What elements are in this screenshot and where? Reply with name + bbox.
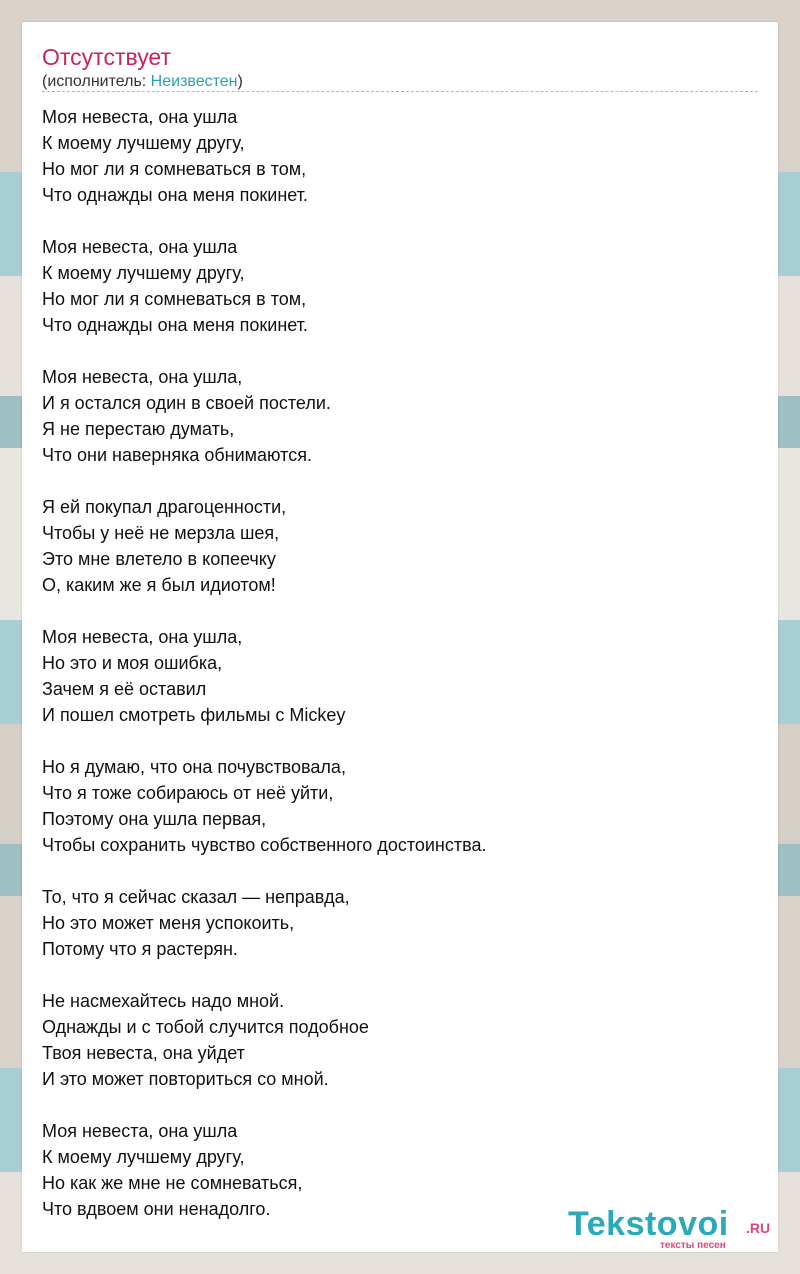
logo-tagline: тексты песен: [660, 1240, 726, 1251]
lyrics-stanza: [42, 104, 758, 208]
lyrics-line: Зачем я её оставил: [42, 679, 207, 699]
lyrics-line: Моя невеста, она ушла: [42, 1121, 238, 1141]
lyrics-stanza: [42, 364, 758, 468]
lyrics-line: Но я думаю, что она почувствовала,: [42, 757, 346, 777]
song-title: Отсутствует: [42, 44, 171, 70]
lyrics-line: Моя невеста, она ушла,: [42, 367, 243, 387]
title-divider: [42, 91, 758, 92]
lyrics-line: Это мне влетело в копеечку: [42, 549, 276, 569]
lyrics-line: Я не перестаю думать,: [42, 419, 235, 439]
lyrics-line: Что вдвоем они ненадолго.: [42, 1199, 271, 1219]
byline-suffix: ): [237, 73, 243, 90]
lyrics-line: Моя невеста, она ушла: [42, 237, 238, 257]
lyrics-line: Моя невеста, она ушла,: [42, 627, 243, 647]
lyrics-line: Что я тоже собираюсь от неё уйти,: [42, 783, 334, 803]
site-logo[interactable]: [568, 1206, 778, 1252]
lyrics-line: Но это и моя ошибка,: [42, 653, 223, 673]
lyrics-stanza: [42, 884, 758, 962]
artist-byline: [42, 73, 243, 91]
lyrics-line: Но это может меня успокоить,: [42, 913, 295, 933]
lyrics-line: Не насмехайтесь надо мной.: [42, 991, 285, 1011]
lyrics-line: Но мог ли я сомневаться в том,: [42, 159, 307, 179]
lyrics-stanza: [42, 234, 758, 338]
lyrics-line: Что они наверняка обнимаются.: [42, 445, 312, 465]
lyrics-line: И я остался один в своей постели.: [42, 393, 331, 413]
lyrics-line: Но мог ли я сомневаться в том,: [42, 289, 307, 309]
lyrics-stanza: [42, 624, 758, 728]
lyrics-line: К моему лучшему другу,: [42, 263, 245, 283]
byline-prefix: (исполнитель:: [42, 73, 151, 90]
lyrics-stanza: [42, 494, 758, 598]
lyrics-stanza: [42, 988, 758, 1092]
lyrics-line: И пошел смотреть фильмы с Mickey: [42, 705, 346, 725]
lyrics-line: Что однажды она меня покинет.: [42, 185, 308, 205]
artist-link[interactable]: Неизвестен: [150, 73, 238, 90]
lyrics-line: Моя невеста, она ушла: [42, 107, 238, 127]
lyrics-line: К моему лучшему другу,: [42, 1147, 245, 1167]
lyrics-line: О, каким же я был идиотом!: [42, 575, 276, 595]
lyrics-line: Чтобы сохранить чувство собственного достоинства.: [42, 835, 487, 855]
logo-domain: .RU: [746, 1220, 771, 1236]
logo-wordmark: Tekstovoi: [568, 1205, 729, 1243]
lyrics-line: Что однажды она меня покинет.: [42, 315, 308, 335]
lyrics-line: К моему лучшему другу,: [42, 133, 245, 153]
lyrics-line: То, что я сейчас сказал — неправда,: [42, 887, 350, 907]
lyrics-line: Но как же мне не сомневаться,: [42, 1173, 303, 1193]
lyrics-line: Чтобы у неё не мерзла шея,: [42, 523, 280, 543]
lyrics-line: И это может повториться со мной.: [42, 1069, 329, 1089]
lyrics-line: Я ей покупал драгоценности,: [42, 497, 287, 517]
lyrics-line: Поэтому она ушла первая,: [42, 809, 267, 829]
lyrics-line: Однажды и с тобой случится подобное: [42, 1017, 369, 1037]
lyrics-line: Твоя невеста, она уйдет: [42, 1043, 245, 1063]
lyrics-stanza: [42, 754, 758, 858]
lyrics-line: Потому что я растерян.: [42, 939, 238, 959]
lyrics-body: [42, 104, 758, 1248]
lyrics-page: [22, 22, 778, 1252]
